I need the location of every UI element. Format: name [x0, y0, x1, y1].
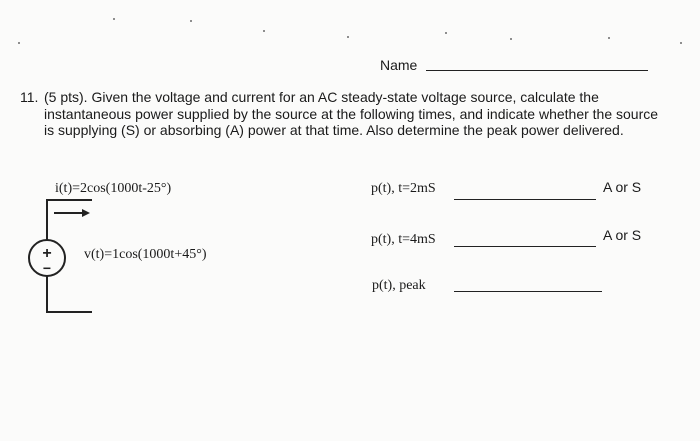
- plus-sign: +: [42, 245, 52, 262]
- top-wire: [47, 200, 92, 240]
- choice-4ms: A or S: [603, 227, 642, 243]
- question-text: (5 pts). Given the voltage and current for an AC steady-state voltage source, calculate the instantaneous power supplied by the source at the following times, and indicate whether the source is supplying (S) or absorbing (A) power at that time. Also determine the peak power delivered.: [44, 89, 659, 138]
- voltage-source-circuit: [20, 195, 110, 325]
- scan-speck: [190, 20, 192, 22]
- answer-label-peak: p(t), peak: [372, 278, 426, 293]
- name-label: Name: [380, 57, 418, 73]
- current-expression: i(t)=2cos(1000t-25°): [55, 181, 172, 196]
- scan-speck: [680, 42, 682, 44]
- scan-speck: [445, 32, 447, 34]
- answer-blank-2ms[interactable]: [454, 199, 596, 200]
- scan-speck: [347, 36, 349, 38]
- current-arrow-head: [82, 209, 90, 217]
- choice-2ms: A or S: [603, 179, 642, 195]
- scan-speck: [608, 37, 610, 39]
- answer-label-2ms: p(t), t=2mS: [371, 181, 436, 196]
- name-underline[interactable]: [426, 70, 648, 71]
- scan-speck: [510, 38, 512, 40]
- answer-label-4ms: p(t), t=4mS: [371, 232, 436, 247]
- question-number: 11.: [20, 89, 39, 105]
- answer-blank-peak[interactable]: [454, 291, 602, 292]
- voltage-expression: v(t)=1cos(1000t+45°): [84, 247, 207, 262]
- minus-sign: −: [42, 260, 52, 276]
- scan-speck: [113, 18, 115, 20]
- scan-speck: [263, 30, 265, 32]
- answer-blank-4ms[interactable]: [454, 246, 596, 247]
- bottom-wire: [47, 276, 92, 312]
- scan-speck: [18, 42, 20, 44]
